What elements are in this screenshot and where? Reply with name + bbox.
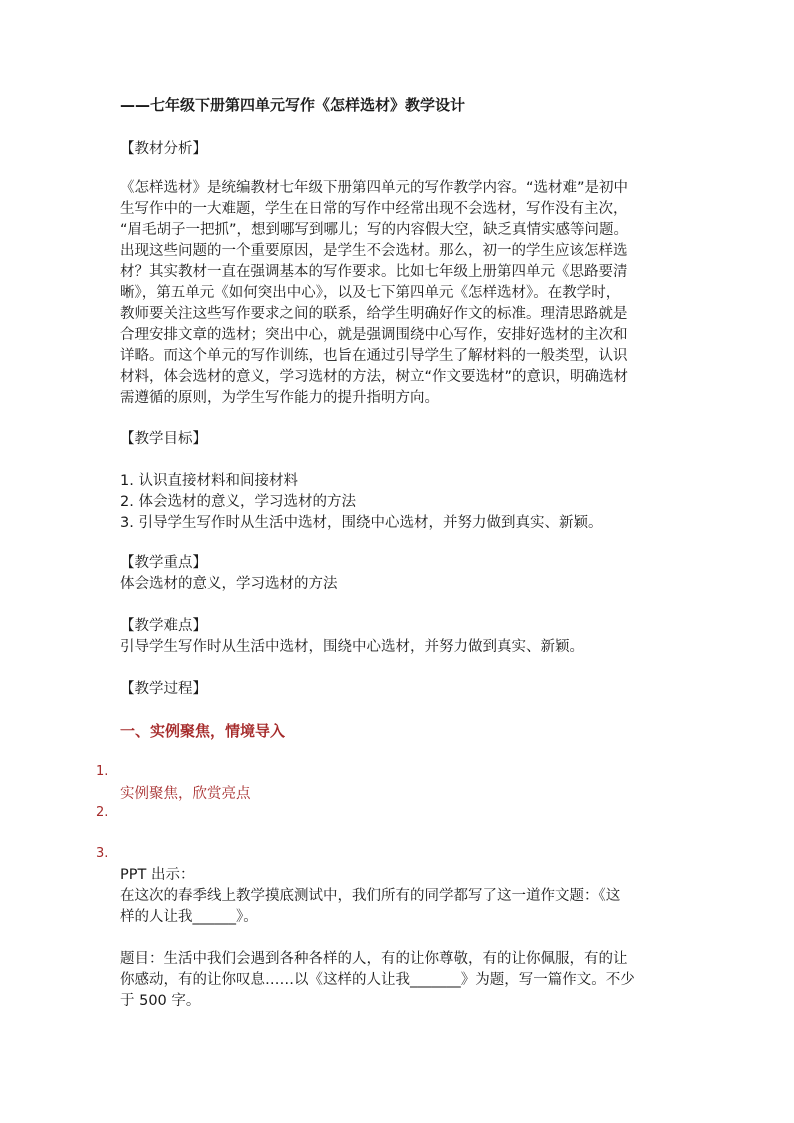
analysis-line: 需遵循的原则，为学生写作能力的提升指明方向。 xyxy=(120,390,439,406)
ppt-block xyxy=(120,865,676,928)
analysis-line: 出现这些问题的一个重要原因，是学生不会选材。那么，初一的学生应该怎样选 xyxy=(120,243,628,259)
prompt-line: 你感动，有的让你叹息……以《这样的人让我_______》为题，写一篇作文。不少 xyxy=(120,972,635,988)
goal-item: 2. 体会选材的意义，学习选材的方法 xyxy=(120,494,356,510)
prompt-block xyxy=(120,949,676,1012)
ppt-label: PPT 出示： xyxy=(120,867,195,883)
goals-list xyxy=(120,471,676,534)
goals-heading: 【教学目标】 xyxy=(120,431,207,447)
analysis-paragraph xyxy=(120,178,676,409)
difficulty-heading: 【教学难点】 xyxy=(120,618,207,634)
difficulty-text: 引导学生写作时从生活中选材，围绕中心选材，并努力做到真实、新颖。 xyxy=(120,639,584,655)
analysis-line: “眉毛胡子一把抓”，想到哪写到哪儿；写的内容假大空，缺乏真情实感等问题。 xyxy=(120,222,629,238)
section1-heading: 一、实例聚焦，情境导入 xyxy=(120,722,286,740)
analysis-line: 《怎样选材》是统编教材七年级下册第四单元的写作教学内容。“选材难”是初中 xyxy=(120,180,629,196)
list-number: 1. xyxy=(96,764,109,779)
process-heading: 【教学过程】 xyxy=(120,681,207,697)
goal-item: 3. 引导学生写作时从生活中选材，围绕中心选材，并努力做到真实、新颖。 xyxy=(120,515,603,531)
goal-item: 1. 认识直接材料和间接材料 xyxy=(120,473,298,489)
subheading: 实例聚焦，欣赏亮点 xyxy=(120,786,251,802)
analysis-line: 材？其实教材一直在强调基本的写作要求。比如七年级上册第四单元《思路要清 xyxy=(120,264,628,280)
analysis-line: 教师要关注这些写作要求之间的联系，给学生明确好作文的标准。理清思路就是 xyxy=(120,306,628,322)
key-text: 体会选材的意义，学习选材的方法 xyxy=(120,576,338,592)
key-heading: 【教学重点】 xyxy=(120,555,207,571)
analysis-line: 合理安排文章的选材；突出中心，就是强调围绕中心写作，安排好选材的主次和 xyxy=(120,327,628,343)
list-number: 3. xyxy=(96,846,109,861)
prompt-line: 于 500 字。 xyxy=(120,993,201,1009)
analysis-line: 生写作中的一大难题，学生在日常的写作中经常出现不会选材，写作没有主次， xyxy=(120,201,628,217)
analysis-line: 详略。而这个单元的写作训练，也旨在通过引导学生了解材料的一般类型，认识 xyxy=(120,348,628,364)
analysis-heading: 【教材分析】 xyxy=(120,141,207,157)
document-title: ——七年级下册第四单元写作《怎样选材》教学设计 xyxy=(120,96,466,114)
analysis-line: 材料，体会选材的意义，学习选材的方法，树立“作文要选材”的意识，明确选材 xyxy=(120,369,629,385)
ppt-line: 在这次的春季线上教学摸底测试中，我们所有的同学都写了这一道作文题：《这 xyxy=(120,888,621,904)
list-number: 2. xyxy=(96,805,109,820)
prompt-line: 题目：生活中我们会遇到各种各样的人，有的让你尊敬，有的让你佩服，有的让 xyxy=(120,951,628,967)
ppt-line: 样的人让我______》。 xyxy=(120,909,258,925)
analysis-line: 晰》，第五单元《如何突出中心》，以及七下第四单元《怎样选材》。在教学时， xyxy=(120,285,621,301)
